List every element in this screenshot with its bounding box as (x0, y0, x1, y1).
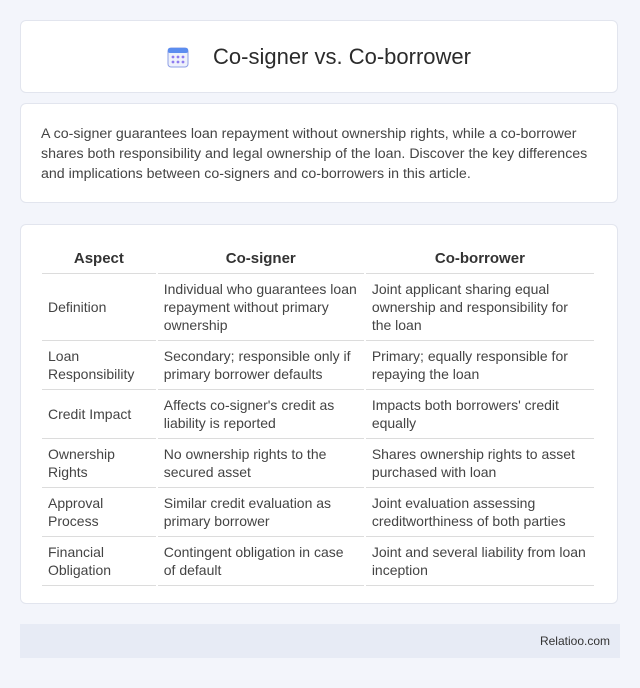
table-cell: Secondary; responsible only if primary borrower defaults (158, 340, 364, 389)
table-cell: Joint and several liability from loan inception (366, 536, 594, 586)
table-cell: Impacts both borrowers' credit equally (366, 389, 594, 438)
table-row (42, 438, 594, 487)
table-cell: Affects co-signer's credit as liability is reported (158, 389, 364, 438)
table-cell: Contingent obligation in case of default (158, 536, 364, 586)
table-row (42, 389, 594, 438)
page-title: Co-signer vs. Co-borrower (213, 43, 471, 69)
comparison-table-card (20, 224, 618, 604)
table-row (42, 273, 594, 340)
table-cell: Credit Impact (42, 389, 156, 438)
table-cell: Approval Process (42, 487, 156, 536)
table-cell: Similar credit evaluation as primary borrower (158, 487, 364, 536)
table-cell: No ownership rights to the secured asset (158, 438, 364, 487)
table-cell: Definition (42, 273, 156, 340)
table-row (42, 487, 594, 536)
table-cell: Joint evaluation assessing creditworthiness of both parties (366, 487, 594, 536)
table-row (42, 536, 594, 586)
table-header-row (42, 243, 594, 273)
table-cell: Loan Responsibility (42, 340, 156, 389)
intro-card (20, 103, 618, 203)
calendar-icon (167, 46, 189, 68)
footer-brand: Relatioo.com (539, 634, 610, 648)
table-cell: Ownership Rights (42, 438, 156, 487)
table-cell: Joint applicant sharing equal ownership and responsibility for the loan (366, 273, 594, 340)
table-cell: Shares ownership rights to asset purchased with loan (366, 438, 594, 487)
table-cell: Primary; equally responsible for repaying the loan (366, 340, 594, 389)
header-co-borrower: Co-borrower (434, 249, 525, 267)
header-aspect: Aspect (73, 249, 124, 267)
title-card (20, 20, 618, 93)
table-cell: Individual who guarantees loan repayment without primary ownership (158, 273, 364, 340)
intro-text: A co-signer guarantees loan repayment without ownership rights, while a co-borrower shares both responsibility and legal ownership of the loan. Discover the key differences and implications between co-signers and co-borrowers in this article. (41, 126, 588, 182)
header-co-signer: Co-signer (225, 249, 296, 267)
footer (20, 624, 620, 658)
table-cell: Financial Obligation (42, 536, 156, 586)
table-row (42, 340, 594, 389)
comparison-table (40, 243, 596, 586)
